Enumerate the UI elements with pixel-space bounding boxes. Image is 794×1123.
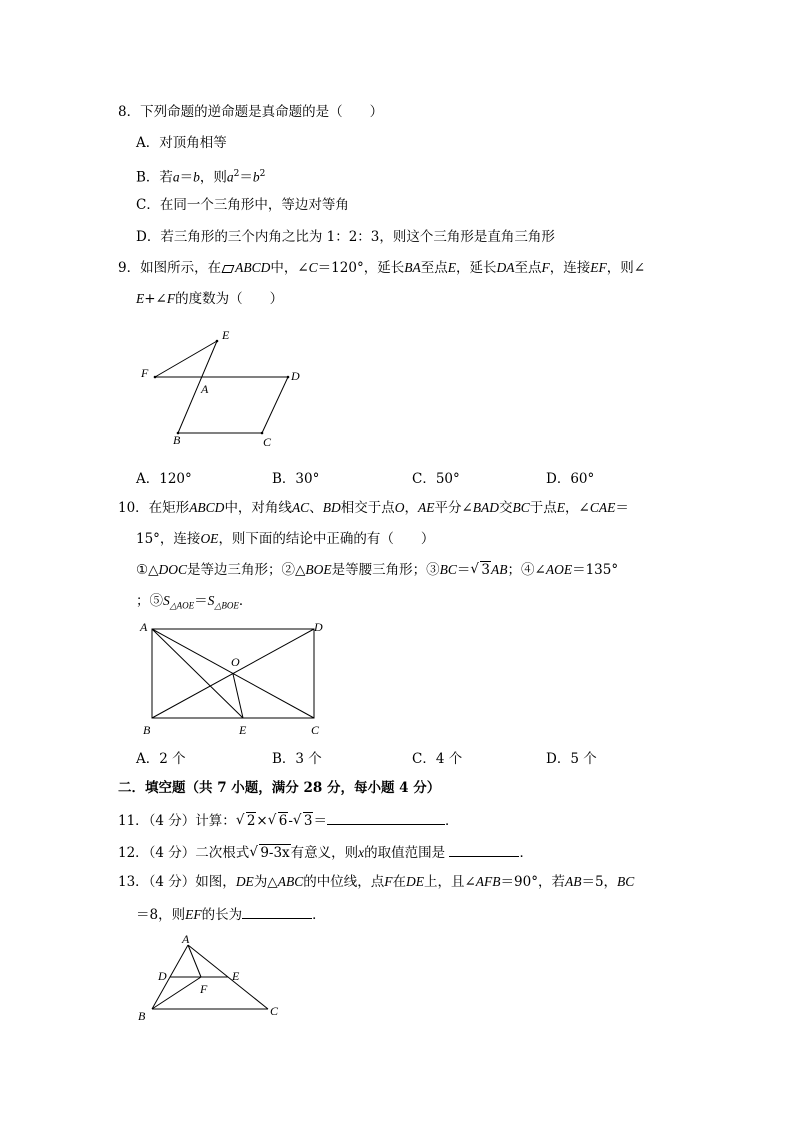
q9-figure — [130, 320, 320, 450]
q10-stem-line1: 10．在矩形ABCD中，对角线AC、BD相交于点O，AE平分∠BAD交BC于点E，∠CAE＝ — [118, 500, 629, 516]
answer-blank[interactable] — [242, 903, 312, 919]
sqrt-expression: √ 9-3x — [249, 843, 290, 863]
label-c: C — [270, 1004, 279, 1018]
label-f: F — [141, 366, 149, 380]
parallelogram-symbol — [222, 265, 235, 273]
q13-stem-line1: 13．（4 分）如图，DE为△ABC的中位线，点F在DE上，且∠AFB＝90°，若AB＝5，BC — [118, 874, 635, 890]
sqrt-6: √ 6 — [268, 811, 289, 831]
label-a: A — [140, 620, 148, 634]
q9-option-b: B．30° — [272, 471, 320, 487]
q13-figure — [130, 932, 290, 1027]
answer-blank[interactable] — [327, 809, 445, 825]
label-b: B — [173, 433, 181, 447]
label-b: B — [143, 723, 151, 737]
line-fe — [155, 341, 217, 377]
q8-option-b: B．若a＝b，则$a^2=b^2$ — [136, 169, 266, 186]
q10-stem-line2: 15°，连接OE，则下面的结论中正确的有（ ） — [136, 531, 435, 547]
label-d: D — [291, 369, 300, 383]
q8-option-c: C．在同一个三角形中，等边对等角 — [136, 197, 349, 213]
line-eb — [178, 341, 217, 433]
label-o: O — [231, 655, 240, 669]
sqrt-3: √ 3 — [293, 811, 314, 831]
line-ae — [152, 629, 243, 718]
label-e: E — [222, 328, 230, 342]
q10-option-c: C．4 个 — [412, 751, 463, 767]
q8-option-d: D．若三角形的三个内角之比为 1：2：3，则这个三角形是直角三角形 — [136, 229, 555, 245]
label-a: A — [201, 382, 209, 396]
q8-stem: 8．下列命题的逆命题是真命题的是（ ） — [118, 104, 384, 120]
q9-option-d: D．60° — [546, 471, 595, 487]
q10-option-b: B．3 个 — [272, 751, 322, 767]
q11: 11．（4 分）计算：√ 2×√ 6-√ 3＝ ． — [118, 809, 458, 831]
q8-option-a: A．对顶角相等 — [136, 135, 227, 151]
label-c: C — [263, 435, 272, 449]
label-e: E — [232, 969, 240, 983]
label-f: F — [200, 982, 208, 996]
sqrt-2: √ 2 — [236, 811, 257, 831]
answer-blank[interactable] — [449, 841, 519, 857]
label-d: D — [158, 969, 167, 983]
label-a: A — [182, 932, 190, 946]
line-cd — [262, 377, 288, 433]
label-d: D — [314, 620, 323, 634]
label-c: C — [311, 723, 320, 737]
line-oe — [233, 674, 243, 718]
q10-stem-line4: ；$⑤S_{\triangle AOE}=S_{\triangle BOE}$． — [136, 593, 253, 611]
q10-option-a: A．2 个 — [136, 751, 186, 767]
label-e: E — [239, 723, 247, 737]
q12: 12．（4 分）二次根式√ 9-3x有意义，则x的取值范围是 ． — [118, 841, 533, 863]
sqrt-3: √ 3 — [470, 560, 491, 580]
q9-option-a: A．120° — [136, 471, 192, 487]
q10-option-d: D．5 个 — [546, 751, 597, 767]
q13-stem-line2: ＝8，则EF的长为 ． — [136, 903, 326, 925]
label-b: B — [138, 1009, 146, 1023]
q9-stem-line2: E+∠F的度数为（ ） — [136, 291, 284, 307]
q9-stem-line1: 9．如图所示，在 ABCD中，∠C＝120°，延长BA至点E，延长DA至点F，连接EF，则∠ — [118, 260, 646, 276]
q10-stem-line3: ①△DOC是等边三角形；②△BOE是等腰三角形；③BC＝√ 3AB；④∠AOE＝135° — [136, 560, 618, 580]
q9-option-c: C．50° — [412, 471, 460, 487]
section-2-heading: 二．填空题（共 7 小题，满分 28 分，每小题 4 分） — [118, 780, 441, 796]
q10-figure — [130, 618, 335, 743]
